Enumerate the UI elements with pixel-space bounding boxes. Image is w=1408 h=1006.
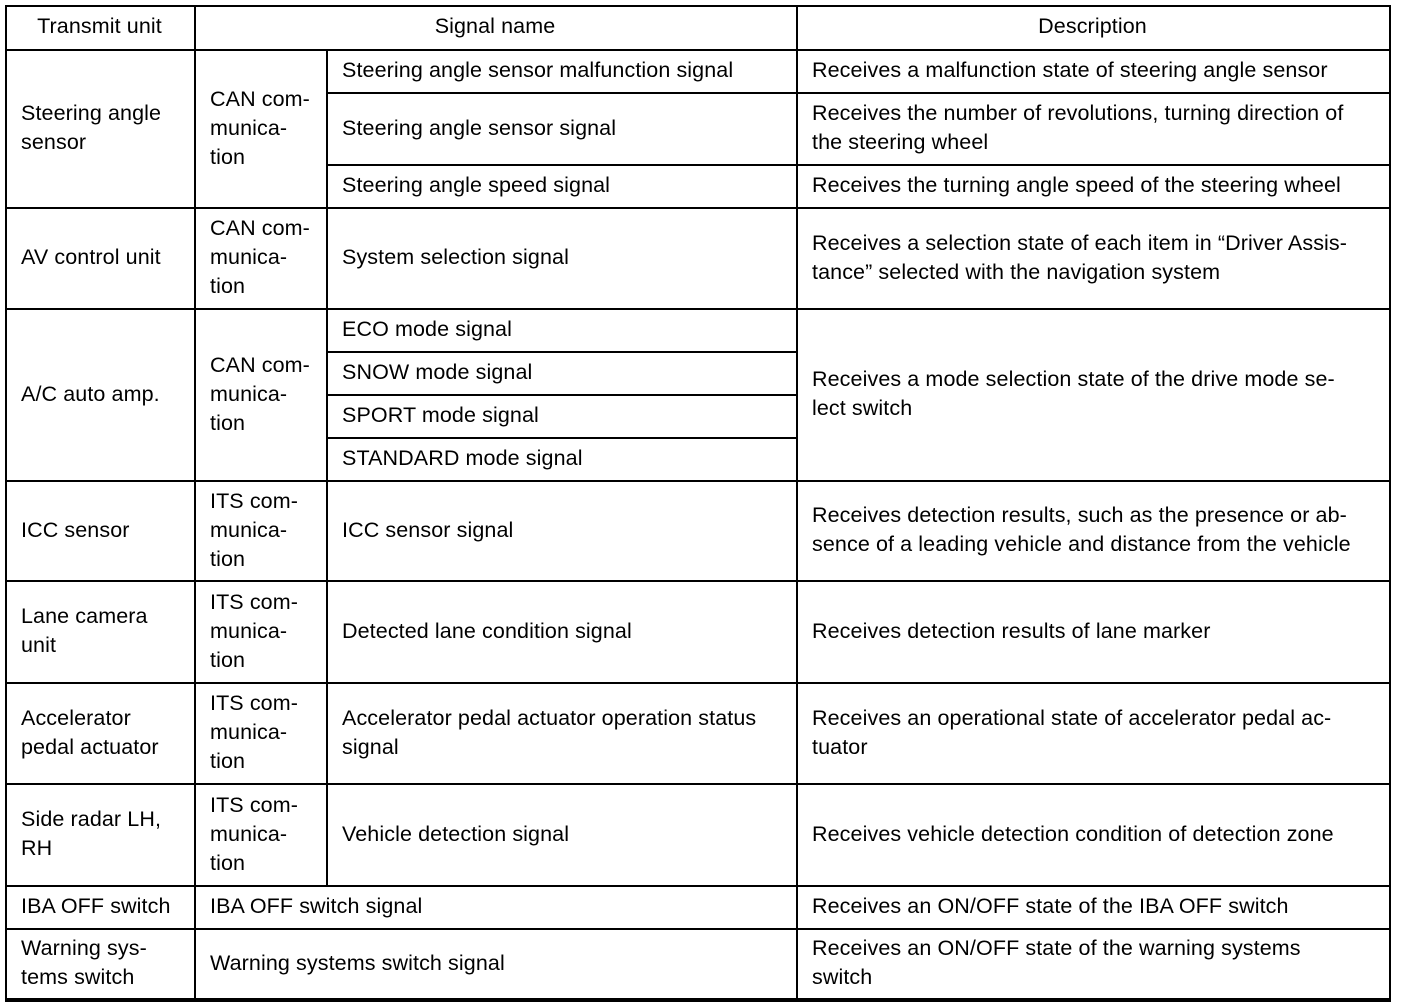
signal-name-cell-line: ICC sensor signal [342,517,514,542]
description-cell [812,92,1389,164]
signal-name-cell-line: STANDARD mode signal [342,446,583,470]
transmit-unit-cell-line: Accelerator [21,705,131,730]
signal-name-cell [210,885,796,928]
transmit-unit-cell [21,783,194,885]
signal-name-cell-line: ECO mode signal [342,317,512,341]
signal-name-cell [342,437,796,480]
description-cell-line: sence of a leading vehicle and distance from the vehicle [812,532,1351,556]
signal-name-cell-line: System selection signal [342,245,569,269]
description-cell-line: tance” selected with the navigation system [812,259,1221,284]
row-divider [5,580,1389,582]
signal-name-cell-line: Steering angle sensor malfunction signal [342,58,734,82]
communication-cell-line: munica- [210,115,288,140]
column-divider [326,207,328,308]
communication-cell [210,308,326,480]
transmit-unit-cell-line: IBA OFF switch [21,894,171,918]
communication-cell-line: munica- [210,517,288,542]
header-description [796,5,1389,47]
transmit-unit-cell [21,49,194,207]
transmit-unit-cell-line: Lane camera [21,604,148,628]
communication-cell-line: tion [210,850,246,875]
signal-name-cell [342,308,796,351]
signal-name-cell [342,480,796,580]
description-cell [812,308,1389,480]
communication-cell-line: ITS com- [210,792,298,817]
description-cell-line: lect switch [812,396,913,420]
signal-name-cell-line: signal [342,734,399,759]
communication-cell-line: ITS com- [210,691,298,715]
communication-cell-line: tion [210,144,246,169]
description-cell-line: Receives the number of revolutions, turning direction of [812,101,1344,125]
description-cell [812,885,1389,928]
communication-cell-line: CAN com- [210,352,310,377]
transmit-unit-cell [21,580,194,682]
transmit-unit-cell-line: Warning sys- [21,936,147,960]
description-cell-line: Receives an operational state of accelerator pedal ac- [812,705,1332,730]
description-cell-line: Receives a mode selection state of the drive mode se- [812,367,1335,391]
communication-cell-line: munica- [210,245,288,269]
signal-divider [326,437,796,439]
signal-name-cell-line: Steering angle speed signal [342,173,611,197]
signal-name-cell [342,92,796,164]
description-cell-line: Receives a selection state of each item in “Driver Assis- [812,230,1348,255]
column-divider [326,308,328,480]
transmit-unit-cell-line: ICC sensor [21,517,130,542]
transmit-unit-cell-line: pedal actuator [21,734,159,759]
transmit-unit-cell [21,682,194,783]
transmit-unit-cell-line: AV control unit [21,245,161,269]
header-transmit-unit-text: Transmit unit [37,13,162,38]
communication-cell-line: ITS com- [210,589,298,614]
description-cell [812,207,1389,308]
description-cell [812,480,1389,580]
description-cell-line: Receives the turning angle speed of the steering wheel [812,173,1341,197]
transmit-unit-cell-line: Side radar LH, [21,807,162,831]
column-divider [326,580,328,682]
signal-name-cell-line: SPORT mode signal [342,403,539,427]
table-top-border [5,5,1389,7]
description-cell [812,49,1389,92]
transmit-unit-cell-line: tems switch [21,965,135,989]
transmit-unit-cell-line: unit [21,633,57,657]
communication-cell [210,682,326,783]
communication-cell-line: tion [210,546,246,571]
row-divider [5,480,1389,482]
signal-name-cell [342,580,796,682]
signal-name-cell [342,49,796,92]
communication-cell-line: CAN com- [210,216,310,240]
description-cell [812,164,1389,207]
communication-cell-line: tion [210,647,246,672]
column-divider [194,5,196,1001]
signal-divider [326,394,796,396]
header-transmit-unit [5,5,194,47]
communication-cell [210,49,326,207]
description-cell-line: Receives a malfunction state of steering angle sensor [812,58,1328,82]
table-left-border [5,5,7,1001]
communication-cell [210,480,326,580]
column-divider [326,783,328,885]
table-bottom-border [5,998,1391,1002]
transmit-unit-cell [21,480,194,580]
description-cell [812,580,1389,682]
communication-cell-line: tion [210,274,246,298]
transmit-unit-cell [21,885,194,928]
signal-divider [326,92,1389,94]
communication-cell-line: munica- [210,821,288,846]
communication-cell-line: CAN com- [210,86,310,111]
communication-cell [210,207,326,308]
signal-name-cell [210,928,796,998]
description-cell [812,928,1389,998]
header-signal-name-text: Signal name [434,13,556,38]
transmit-unit-cell [21,207,194,308]
row-divider [5,783,1389,785]
signal-name-cell [342,783,796,885]
row-divider [5,885,1389,887]
description-cell [812,783,1389,885]
table-right-border [1389,5,1391,1001]
signal-name-cell [342,207,796,308]
signal-divider [326,164,1389,166]
transmit-unit-cell-line: A/C auto amp. [21,381,160,406]
signal-name-cell-line: IBA OFF switch signal [210,894,423,918]
column-divider [326,682,328,783]
signal-name-cell [342,351,796,394]
transmit-unit-cell-line: sensor [21,130,87,154]
communication-cell-line: tion [210,410,246,435]
communication-cell-line: ITS com- [210,488,298,513]
transmit-unit-cell-line: Steering angle [21,101,162,125]
communication-cell [210,783,326,885]
description-cell [812,682,1389,783]
signal-name-cell-line: Detected lane condition signal [342,618,632,643]
signal-name-cell-line: Steering angle sensor signal [342,115,617,140]
header-description-text: Description [1038,13,1147,38]
row-divider [5,308,1389,310]
description-cell-line: Receives an ON/OFF state of the IBA OFF switch [812,894,1289,918]
column-divider [326,49,328,207]
transmit-unit-cell [21,308,194,480]
column-divider [796,5,798,1001]
description-cell-line: Receives detection results of lane marker [812,618,1211,643]
description-cell-line: switch [812,965,873,989]
communication-cell-line: tion [210,749,246,773]
signal-name-cell-line: Accelerator pedal actuator operation status [342,705,757,730]
signal-name-cell [342,164,796,207]
description-cell-line: Receives detection results, such as the presence or ab- [812,503,1347,527]
communication-cell-line: munica- [210,381,288,406]
transmit-unit-cell-line: RH [21,836,53,860]
signal-name-cell-line: Vehicle detection signal [342,821,570,846]
description-cell-line: Receives an ON/OFF state of the warning systems [812,936,1301,960]
signal-name-cell-line: Warning systems switch signal [210,950,505,975]
signal-name-cell [342,394,796,437]
transmit-unit-cell [21,928,194,998]
row-divider [5,207,1389,209]
communication-cell-line: munica- [210,720,288,744]
description-cell-line: Receives vehicle detection condition of detection zone [812,821,1334,846]
signal-divider [326,351,796,353]
communication-cell-line: munica- [210,618,288,643]
column-divider [326,480,328,580]
signal-name-cell-line: SNOW mode signal [342,360,533,384]
communication-cell [210,580,326,682]
row-divider [5,682,1389,684]
description-cell-line: tuator [812,734,868,759]
row-divider [5,928,1389,930]
description-cell-line: the steering wheel [812,130,989,154]
signal-name-cell [342,682,796,783]
header-signal-name [194,5,796,47]
